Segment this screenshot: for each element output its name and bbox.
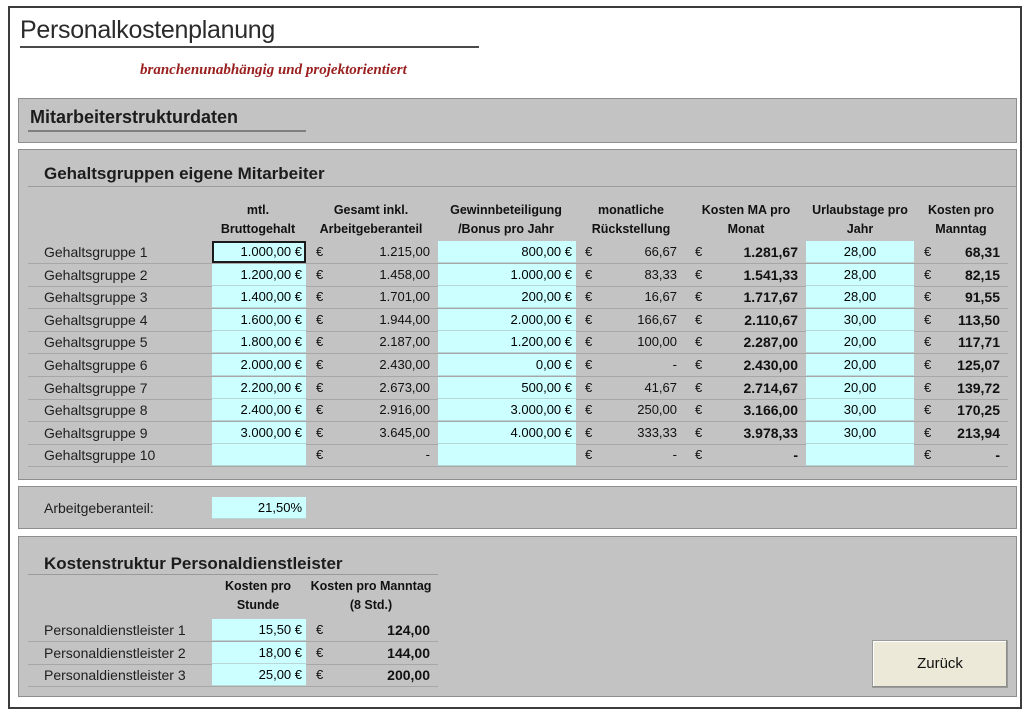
bonus-input[interactable]: 4.000,00 € bbox=[438, 422, 576, 444]
bonus-input[interactable]: 1.000,00 € bbox=[438, 264, 576, 286]
bonus-input[interactable]: 500,00 € bbox=[438, 377, 576, 399]
gross-salary-input[interactable]: 2.200,00 € bbox=[212, 377, 306, 399]
currency-symbol: € bbox=[924, 380, 932, 395]
gross-salary-input[interactable]: 1.400,00 € bbox=[212, 286, 306, 308]
cost-per-manday-value: 213,94 bbox=[957, 425, 1000, 441]
cost-per-manday-value: 125,07 bbox=[957, 357, 1000, 373]
cost-per-month-value: 1.281,67 bbox=[743, 244, 798, 260]
provider-label: Personaldienstleister 1 bbox=[44, 622, 186, 638]
currency-symbol: € bbox=[924, 267, 932, 282]
currency-symbol: € bbox=[585, 244, 593, 259]
currency-symbol: € bbox=[924, 244, 932, 259]
gross-salary-input[interactable]: 1.800,00 € bbox=[212, 331, 306, 353]
gross-salary-input[interactable] bbox=[212, 444, 306, 466]
currency-symbol: € bbox=[695, 357, 703, 372]
monthly-reserve-value: 16,67 bbox=[644, 289, 677, 304]
cost-per-manday-value: 117,71 bbox=[957, 334, 1000, 350]
cost-per-month-value: 2.714,67 bbox=[743, 380, 798, 396]
bonus-input[interactable] bbox=[438, 444, 576, 466]
total-incl-employer-value: 2.673,00 bbox=[379, 380, 430, 395]
vacation-days-input[interactable] bbox=[806, 444, 914, 466]
employer-share-panel bbox=[18, 486, 1017, 529]
currency-symbol: € bbox=[695, 244, 703, 259]
currency-symbol: € bbox=[585, 402, 593, 417]
vacation-days-input[interactable]: 30,00 bbox=[806, 309, 914, 331]
total-incl-employer-value: 3.645,00 bbox=[379, 425, 430, 440]
currency-symbol: € bbox=[924, 312, 932, 327]
vacation-days-input[interactable]: 20,00 bbox=[806, 331, 914, 353]
currency-symbol: € bbox=[316, 380, 324, 395]
bonus-input[interactable]: 200,00 € bbox=[438, 286, 576, 308]
currency-symbol: € bbox=[695, 402, 703, 417]
structure-title: Mitarbeiterstrukturdaten bbox=[30, 107, 239, 127]
employer-share-label: Arbeitgeberanteil: bbox=[44, 500, 154, 516]
gross-salary-input[interactable]: 1.200,00 € bbox=[212, 264, 306, 286]
row-divider bbox=[28, 686, 438, 687]
currency-symbol: € bbox=[924, 447, 932, 462]
cost-per-hour-input[interactable]: 25,00 € bbox=[212, 664, 306, 686]
salary-group-label: Gehaltsgruppe 5 bbox=[44, 334, 148, 350]
cost-per-hour-input[interactable]: 15,50 € bbox=[212, 619, 306, 641]
cost-per-month-value: 1.541,33 bbox=[743, 267, 798, 283]
col-header-per-day: Kosten pro Manntag (8 Std.) bbox=[310, 579, 432, 612]
currency-symbol: € bbox=[316, 447, 324, 462]
currency-symbol: € bbox=[585, 357, 593, 372]
currency-symbol: € bbox=[585, 334, 593, 349]
total-incl-employer-value: 2.916,00 bbox=[379, 402, 430, 417]
col-header-total: Gesamt inkl. Arbeitgeberanteil bbox=[319, 203, 423, 236]
currency-symbol: € bbox=[924, 402, 932, 417]
currency-symbol: € bbox=[316, 622, 324, 637]
currency-symbol: € bbox=[316, 334, 324, 349]
currency-symbol: € bbox=[924, 425, 932, 440]
currency-symbol: € bbox=[585, 425, 593, 440]
salary-group-label: Gehaltsgruppe 6 bbox=[44, 357, 148, 373]
vacation-days-input[interactable]: 28,00 bbox=[806, 286, 914, 308]
currency-symbol: € bbox=[695, 380, 703, 395]
salary-groups-title-underline bbox=[28, 186, 1017, 187]
currency-symbol: € bbox=[924, 357, 932, 372]
currency-symbol: € bbox=[585, 289, 593, 304]
currency-symbol: € bbox=[695, 425, 703, 440]
cost-per-month-value: 3.166,00 bbox=[743, 402, 798, 418]
currency-symbol: € bbox=[316, 357, 324, 372]
monthly-reserve-value: 100,00 bbox=[637, 334, 677, 349]
col-header-cost-month: Kosten MA pro Monat bbox=[701, 203, 791, 236]
gross-salary-input[interactable]: 2.000,00 € bbox=[212, 354, 306, 376]
vacation-days-input[interactable]: 28,00 bbox=[806, 241, 914, 263]
currency-symbol: € bbox=[316, 425, 324, 440]
back-button[interactable]: Zurück bbox=[872, 640, 1008, 688]
cost-per-manday-value: 68,31 bbox=[964, 244, 1000, 260]
total-incl-employer-value: 2.430,00 bbox=[379, 357, 430, 372]
col-header-gross: mtl. Bruttogehalt bbox=[220, 203, 296, 236]
monthly-reserve-value: - bbox=[672, 357, 677, 372]
cost-per-manday-value: 170,25 bbox=[957, 402, 1000, 418]
monthly-reserve-value: 66,67 bbox=[644, 244, 677, 259]
salary-group-label: Gehaltsgruppe 7 bbox=[44, 380, 148, 396]
page-subtitle: branchenunabhängig und projektorientiert bbox=[140, 62, 407, 78]
salary-group-label: Gehaltsgruppe 1 bbox=[44, 244, 148, 260]
providers-title: Kostenstruktur Personaldienstleister bbox=[44, 554, 343, 573]
employer-share-input[interactable]: 21,50% bbox=[212, 497, 306, 519]
currency-symbol: € bbox=[316, 645, 324, 660]
monthly-reserve-value: 250,00 bbox=[637, 402, 677, 417]
gross-salary-input[interactable]: 1.600,00 € bbox=[212, 309, 306, 331]
currency-symbol: € bbox=[695, 267, 703, 282]
salary-group-label: Gehaltsgruppe 10 bbox=[44, 447, 156, 463]
currency-symbol: € bbox=[316, 244, 324, 259]
vacation-days-input[interactable]: 20,00 bbox=[806, 377, 914, 399]
vacation-days-input[interactable]: 30,00 bbox=[806, 399, 914, 421]
cost-per-month-value: - bbox=[793, 447, 798, 463]
monthly-reserve-value: 83,33 bbox=[644, 267, 677, 282]
title-underline bbox=[20, 46, 479, 48]
vacation-days-input[interactable]: 20,00 bbox=[806, 354, 914, 376]
cost-per-month-value: 2.430,00 bbox=[743, 357, 798, 373]
currency-symbol: € bbox=[316, 267, 324, 282]
total-incl-employer-value: 1.944,00 bbox=[379, 312, 430, 327]
gross-salary-input[interactable]: 3.000,00 € bbox=[212, 422, 306, 444]
cost-per-month-value: 2.287,00 bbox=[743, 334, 798, 350]
structure-title-underline bbox=[28, 130, 306, 132]
bonus-input[interactable]: 2.000,00 € bbox=[438, 309, 576, 331]
bonus-input[interactable]: 0,00 € bbox=[438, 354, 576, 376]
col-header-cost-day: Kosten pro Manntag bbox=[928, 203, 994, 236]
currency-symbol: € bbox=[695, 289, 703, 304]
provider-label: Personaldienstleister 3 bbox=[44, 667, 186, 683]
salary-group-label: Gehaltsgruppe 4 bbox=[44, 312, 148, 328]
currency-symbol: € bbox=[585, 380, 593, 395]
currency-symbol: € bbox=[924, 334, 932, 349]
providers-title-underline bbox=[28, 574, 438, 575]
cost-per-month-value: 3.978,33 bbox=[743, 425, 798, 441]
cost-per-manday-value: 144,00 bbox=[387, 645, 430, 661]
total-incl-employer-value: 2.187,00 bbox=[379, 334, 430, 349]
bonus-input[interactable]: 3.000,00 € bbox=[438, 399, 576, 421]
cost-per-month-value: 2.110,67 bbox=[744, 312, 798, 328]
salary-group-label: Gehaltsgruppe 2 bbox=[44, 267, 148, 283]
cost-per-hour-input[interactable]: 18,00 € bbox=[212, 642, 306, 664]
currency-symbol: € bbox=[316, 667, 324, 682]
currency-symbol: € bbox=[695, 447, 703, 462]
gross-salary-input[interactable]: 1.000,00 € bbox=[212, 241, 306, 263]
bonus-input[interactable]: 800,00 € bbox=[438, 241, 576, 263]
total-incl-employer-value: 1.701,00 bbox=[379, 289, 430, 304]
vacation-days-input[interactable]: 30,00 bbox=[806, 422, 914, 444]
salary-groups-title: Gehaltsgruppen eigene Mitarbeiter bbox=[44, 164, 325, 183]
monthly-reserve-value: 166,67 bbox=[637, 312, 677, 327]
cost-per-manday-value: 139,72 bbox=[957, 380, 1000, 396]
salary-group-label: Gehaltsgruppe 9 bbox=[44, 425, 148, 441]
cost-per-manday-value: 82,15 bbox=[964, 267, 1000, 283]
currency-symbol: € bbox=[585, 267, 593, 282]
provider-label: Personaldienstleister 2 bbox=[44, 645, 186, 661]
currency-symbol: € bbox=[585, 447, 593, 462]
cost-per-manday-value: 200,00 bbox=[387, 667, 430, 683]
cost-per-manday-value: - bbox=[995, 447, 1000, 463]
col-header-bonus: Gewinnbeteiligung /Bonus pro Jahr bbox=[450, 203, 562, 236]
page-title: Personalkostenplanung bbox=[20, 16, 276, 44]
total-incl-employer-value: 1.458,00 bbox=[379, 267, 430, 282]
bonus-input[interactable]: 1.200,00 € bbox=[438, 331, 576, 353]
cost-per-manday-value: 124,00 bbox=[387, 622, 430, 638]
salary-group-label: Gehaltsgruppe 3 bbox=[44, 289, 148, 305]
currency-symbol: € bbox=[585, 312, 593, 327]
currency-symbol: € bbox=[316, 289, 324, 304]
total-incl-employer-value: - bbox=[425, 447, 430, 462]
currency-symbol: € bbox=[695, 312, 703, 327]
cost-per-month-value: 1.717,67 bbox=[743, 289, 798, 305]
currency-symbol: € bbox=[316, 402, 324, 417]
monthly-reserve-value: 41,67 bbox=[644, 380, 677, 395]
monthly-reserve-value: 333,33 bbox=[637, 425, 677, 440]
gross-salary-input[interactable]: 2.400,00 € bbox=[212, 399, 306, 421]
vacation-days-input[interactable]: 28,00 bbox=[806, 264, 914, 286]
cost-per-manday-value: 91,55 bbox=[964, 289, 1000, 305]
total-incl-employer-value: 1.215,00 bbox=[379, 244, 430, 259]
monthly-reserve-value: - bbox=[672, 447, 677, 462]
col-header-reserve: monatliche Rückstellung bbox=[591, 203, 671, 236]
cost-per-manday-value: 113,50 bbox=[957, 312, 1000, 328]
col-header-per-hour: Kosten pro Stunde bbox=[225, 579, 291, 612]
col-header-vacation: Urlaubstage pro Jahr bbox=[812, 203, 908, 236]
currency-symbol: € bbox=[316, 312, 324, 327]
currency-symbol: € bbox=[695, 334, 703, 349]
salary-group-label: Gehaltsgruppe 8 bbox=[44, 402, 148, 418]
row-divider bbox=[28, 466, 1008, 467]
currency-symbol: € bbox=[924, 289, 932, 304]
